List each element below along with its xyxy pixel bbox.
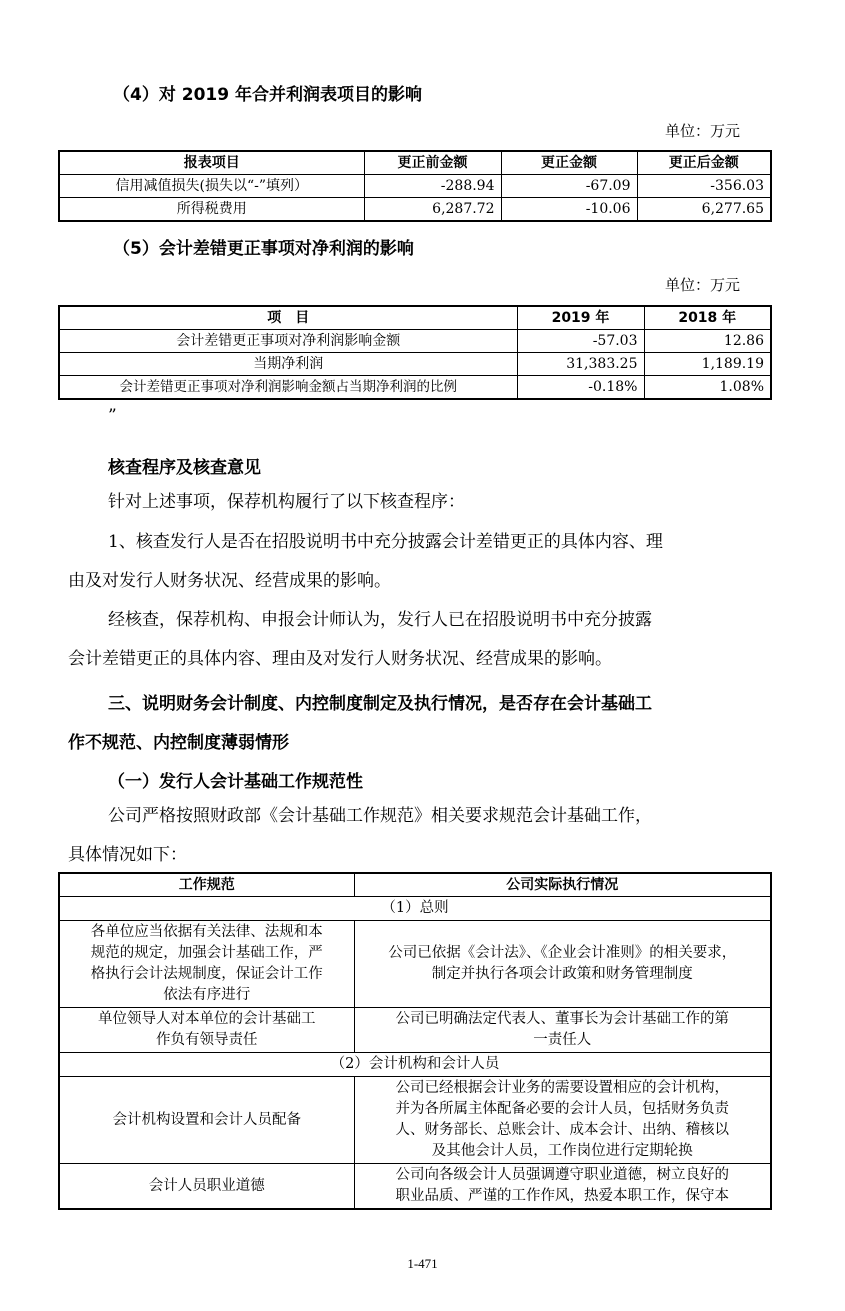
review-paragraph: 针对上述事项，保荐机构履行了以下核查程序： xyxy=(108,492,465,512)
section5-unit: 单位：万元 xyxy=(665,276,741,294)
table-cell: -0.18% xyxy=(517,376,644,400)
table-cell: -10.06 xyxy=(501,198,637,222)
table-cell: 当期净利润 xyxy=(59,353,517,376)
table-row xyxy=(59,1008,771,1053)
cell-line: 制定并执行各项会计政策和财务管理制度 xyxy=(431,966,693,982)
table-cell xyxy=(354,1008,771,1053)
table-header: 更正后金额 xyxy=(637,151,771,175)
table-header: 报表项目 xyxy=(59,151,364,175)
section3-paragraph: 具体情况如下： xyxy=(68,845,187,865)
table-cell xyxy=(354,921,771,1008)
table-header: 公司实际执行情况 xyxy=(354,873,771,897)
table-cell: 会计差错更正事项对净利润影响金额占当期净利润的比例 xyxy=(59,376,517,400)
table-row xyxy=(59,1077,771,1164)
cell-line: 格执行会计法规制度，保证会计工作 xyxy=(90,966,323,982)
table-cell: -288.94 xyxy=(364,175,501,198)
table-cell: 1,189.19 xyxy=(644,353,771,376)
table-cell: 信用减值损失(损失以“-”填列） xyxy=(59,175,364,198)
table-row xyxy=(59,1164,771,1210)
table-row xyxy=(59,376,771,400)
cell-line: 并为各所属主体配备必要的会计人员，包括财务负责 xyxy=(395,1101,729,1117)
section4-unit: 单位：万元 xyxy=(665,122,741,140)
table-cell: 12.86 xyxy=(644,330,771,353)
cell-line: 一责任人 xyxy=(533,1032,592,1048)
closing-quote: ” xyxy=(108,406,117,426)
table-row xyxy=(59,175,771,198)
table-group-row: （1）总则 xyxy=(59,897,771,921)
table-cell: 会计差错更正事项对净利润影响金额 xyxy=(59,330,517,353)
review-paragraph: 会计差错更正的具体内容、理由及对发行人财务状况、经营成果的影响。 xyxy=(68,649,612,669)
table-cell: 6,287.72 xyxy=(364,198,501,222)
cell-line: 作负有领导责任 xyxy=(156,1032,258,1048)
work-norms-table xyxy=(58,872,772,1210)
cell-line: 规范的规定，加强会计基础工作，严 xyxy=(90,945,323,961)
table-header: 项 目 xyxy=(59,306,517,330)
section3-heading: 作不规范、内控制度薄弱情形 xyxy=(68,733,289,753)
section3-paragraph: 公司严格按照财政部《会计基础工作规范》相关要求规范会计基础工作， xyxy=(108,806,652,826)
section5-table xyxy=(58,305,772,400)
table-cell xyxy=(59,1077,354,1164)
table-cell: -67.09 xyxy=(501,175,637,198)
table-header: 更正前金额 xyxy=(364,151,501,175)
page-number: 1-471 xyxy=(407,1256,438,1271)
section5-heading: （5）会计差错更正事项对净利润的影响 xyxy=(113,239,414,259)
cell-line: 会计人员职业道德 xyxy=(148,1177,265,1194)
cell-line: 会计机构设置和会计人员配备 xyxy=(112,1111,301,1128)
cell-line: 公司已明确法定代表人、董事长为会计基础工作的第 xyxy=(395,1011,729,1027)
table-row xyxy=(59,330,771,353)
table-cell xyxy=(354,1077,771,1164)
section3-subheading: （一）发行人会计基础工作规范性 xyxy=(108,772,363,792)
table-row xyxy=(59,353,771,376)
review-heading: 核查程序及核查意见 xyxy=(108,458,261,478)
table-cell: -57.03 xyxy=(517,330,644,353)
review-paragraph: 由及对发行人财务状况、经营成果的影响。 xyxy=(68,571,391,591)
table-header: 工作规范 xyxy=(59,873,354,897)
cell-line: 依法有序进行 xyxy=(163,987,251,1003)
table-cell: 31,383.25 xyxy=(517,353,644,376)
table-cell: -356.03 xyxy=(637,175,771,198)
cell-line: 各单位应当依据有关法律、法规和本 xyxy=(90,924,323,940)
cell-line: 职业品质、严谨的工作作风，热爱本职工作，保守本 xyxy=(395,1188,729,1204)
table-header: 更正金额 xyxy=(501,151,637,175)
table-cell xyxy=(59,921,354,1008)
table-header: 2019 年 xyxy=(517,306,644,330)
section4-heading: （4）对 2019 年合并利润表项目的影响 xyxy=(113,85,422,105)
cell-line: 公司已依据《会计法》、《企业会计准则》的相关要求， xyxy=(388,945,737,961)
table-cell: 1.08% xyxy=(644,376,771,400)
review-paragraph: 1、核查发行人是否在招股说明书中充分披露会计差错更正的具体内容、理 xyxy=(108,532,663,552)
table-cell xyxy=(59,1164,354,1210)
table-cell: 6,277.65 xyxy=(637,198,771,222)
table-header: 2018 年 xyxy=(644,306,771,330)
section4-table xyxy=(58,150,772,222)
table-cell xyxy=(59,1008,354,1053)
cell-line: 公司向各级会计人员强调遵守职业道德，树立良好的 xyxy=(395,1167,729,1183)
cell-line: 公司已经根据会计业务的需要设置相应的会计机构， xyxy=(395,1080,729,1096)
table-cell xyxy=(354,1164,771,1210)
table-group-row: （2）会计机构和会计人员 xyxy=(59,1053,771,1077)
review-paragraph: 经核查，保荐机构、申报会计师认为，发行人已在招股说明书中充分披露 xyxy=(108,610,652,630)
section3-heading: 三、说明财务会计制度、内控制度制定及执行情况，是否存在会计基础工 xyxy=(108,694,652,714)
table-cell: 所得税费用 xyxy=(59,198,364,222)
table-row xyxy=(59,921,771,1008)
cell-line: 单位领导人对本单位的会计基础工 xyxy=(98,1011,316,1027)
table-row xyxy=(59,198,771,222)
cell-line: 人、财务部长、总账会计、成本会计、出纳、稽核以 xyxy=(395,1122,729,1138)
cell-line: 及其他会计人员，工作岗位进行定期轮换 xyxy=(431,1143,693,1159)
